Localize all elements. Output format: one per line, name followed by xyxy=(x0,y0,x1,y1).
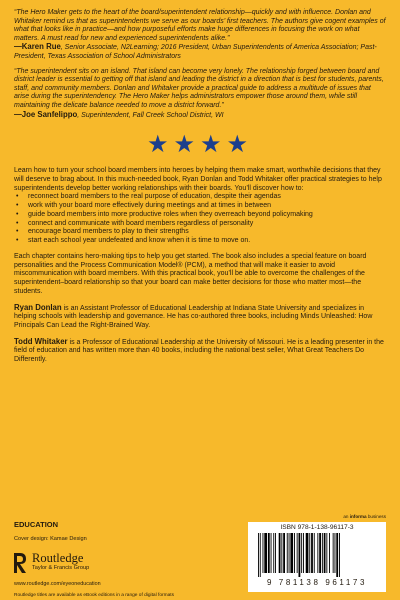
barcode-bar xyxy=(336,533,338,577)
barcode-bar xyxy=(290,533,293,573)
barcode-bar xyxy=(275,533,276,573)
barcode-bar xyxy=(326,533,327,573)
chapter-description xyxy=(14,253,386,297)
endorsement-text: “The Hero Maker gets to the heart of the board/superintendent relationship—quickly and with influence. Donlan and Whitaker remind us that as superintendents we serve as our boards’ first teachers. The authors give cogent examples of what that looks like in practice—and how purposeful efforts make huge differences in focusing the work on what matters. A must read for new and experienced superintendents alike.” xyxy=(14,9,386,42)
barcode-bar xyxy=(324,533,326,573)
author-bio: is an Assistant Professor of Educational Leadership at Indiana State University and specializes in helping schools with leadership and governance. He has co-authored three books, including Minds Unleashed: How Principals Can Lead the Right-Brained Way. xyxy=(14,304,373,329)
barcode-bar xyxy=(309,533,310,573)
list-item: • start each school year undefeated and know when it is time to move on. xyxy=(14,237,386,246)
cover-design-credit: Cover design: Kamae Design xyxy=(14,536,87,542)
barcode-bar xyxy=(311,533,313,573)
barcode-bar xyxy=(299,533,301,577)
list-item: • work with your board more effectively during meetings and at times in between xyxy=(14,202,386,211)
author-name: Ryan Donlan xyxy=(14,302,62,312)
list-item: • encourage board members to play to their strengths xyxy=(14,228,386,237)
barcode-bar xyxy=(268,533,270,573)
endorser-name: —Karen Rue xyxy=(14,42,61,52)
barcode-bar xyxy=(335,533,336,573)
barcode-bar xyxy=(281,533,282,573)
author-name: Todd Whitaker xyxy=(14,336,68,346)
barcode-bar xyxy=(289,533,290,573)
publisher-subtitle: Taylor & Francis Group xyxy=(32,565,90,571)
barcode-bar xyxy=(258,533,259,577)
barcode-digits: 9 781138 961173 xyxy=(266,578,368,587)
list-item: • reconnect board members to the real purpose of education, despite their agendas xyxy=(14,193,386,202)
barcode-bar xyxy=(319,533,321,573)
book-description xyxy=(14,167,386,246)
barcode-icon xyxy=(256,533,378,577)
list-item: • connect and communicate with board members regardless of personality xyxy=(14,220,386,229)
barcode-bar xyxy=(333,533,334,573)
endorsement-quote-2 xyxy=(14,68,386,121)
publisher-logo xyxy=(14,551,134,577)
barcode-bar xyxy=(322,533,323,573)
author-bio-2 xyxy=(14,338,386,365)
barcode-bar xyxy=(260,533,261,577)
author-bio-text xyxy=(14,304,386,331)
publisher-name: Routledge xyxy=(32,551,84,565)
barcode-bar xyxy=(287,533,288,573)
endorsement-attribution xyxy=(14,111,386,121)
informa-suffix: business xyxy=(367,514,386,519)
barcode-bar xyxy=(301,533,302,573)
barcode-bar xyxy=(303,533,304,573)
routledge-logo-icon xyxy=(14,551,28,575)
barcode-bar xyxy=(317,533,318,573)
back-cover-text xyxy=(14,9,386,365)
endorsement-attribution xyxy=(14,43,386,61)
barcode-bar xyxy=(306,533,309,573)
barcode-bar xyxy=(314,533,315,573)
publisher-url: www.routledge.com/eyeoneducation xyxy=(14,581,101,587)
isbn-label: ISBN 978-1-138-96117-3 xyxy=(280,524,354,531)
formats-note: Routledge titles are available as eBook editions in a range of digital formats xyxy=(14,593,174,598)
informa-name: informa xyxy=(349,514,367,519)
barcode-bar xyxy=(279,533,281,573)
author-bio-1 xyxy=(14,304,386,331)
endorsement-text: “The superintendent sits on an island. That island can become very lonely. The relationship forged between board and district leader is essential to getting off that island and leading the district in a direction that is best for students, parents, staff, and community members. Donlan and Whitaker provide a practical guide to address a multitude of issues that arise during the superintendency. The Hero Maker helps administrators empower those around them, while still maintaining the delicate balance needed to move a district forward.” xyxy=(14,67,384,109)
barcode-bar xyxy=(294,533,295,573)
star-rating-icons: ★★★★ xyxy=(146,130,254,159)
barcode-bar xyxy=(297,533,298,573)
barcode-bar xyxy=(329,533,330,573)
barcode-bar xyxy=(273,533,274,573)
list-item: • guide board members into more productive roles when they overreach beyond policymaking xyxy=(14,211,386,220)
isbn-barcode xyxy=(248,522,386,592)
informa-prefix: an xyxy=(343,514,349,519)
endorser-name: —Joe Sanfelippo xyxy=(14,109,78,119)
endorsement-quote-1 xyxy=(14,9,386,62)
endorser-role: , Superintendent, Fall Creek School District, WI xyxy=(77,111,224,119)
intro-paragraph: Learn how to turn your school board members into heroes by helping them make smart, worthwhile decisions that they will deserve to brag about. In this much-needed book, Ryan Donlan and Todd Whitaker offer practical strategies to help superintendents develop better working relationships with their boards. You’ll discover how to: xyxy=(14,167,382,192)
barcode-bar xyxy=(339,533,340,577)
barcode-bar xyxy=(283,533,285,573)
author-bio: is a Professor of Educational Leadership at the University of Missouri. He is a leading presenter in the field of education and has written more than 40 books, including the national best seller, What Great Teachers Do Differently. xyxy=(14,338,384,364)
endorser-role: , Senior Associate, N2Learning; 2016 President, Urban Superintendents of America Association; Past-President, Texas Association of School Administrators xyxy=(14,44,377,60)
chapter-paragraph: Each chapter contains hero-making tips to help you get started. The book also includes a special feature on board personalities and the Process Communication Model® (PCM), a method that will make it easier to avoid miscommunication with board members. With this practical book, you’ll be able to overcome the challenges of the superintendent–board relationship so that your board can make better decisions for those who matter most—the students. xyxy=(14,253,367,295)
barcode-bar xyxy=(271,533,272,573)
informa-business-label xyxy=(343,514,386,519)
barcode-bar xyxy=(263,533,264,573)
barcode-bar xyxy=(264,533,267,573)
category-label: EDUCATION xyxy=(14,520,59,529)
author-bio-text xyxy=(14,338,386,365)
benefits-list xyxy=(14,193,386,246)
